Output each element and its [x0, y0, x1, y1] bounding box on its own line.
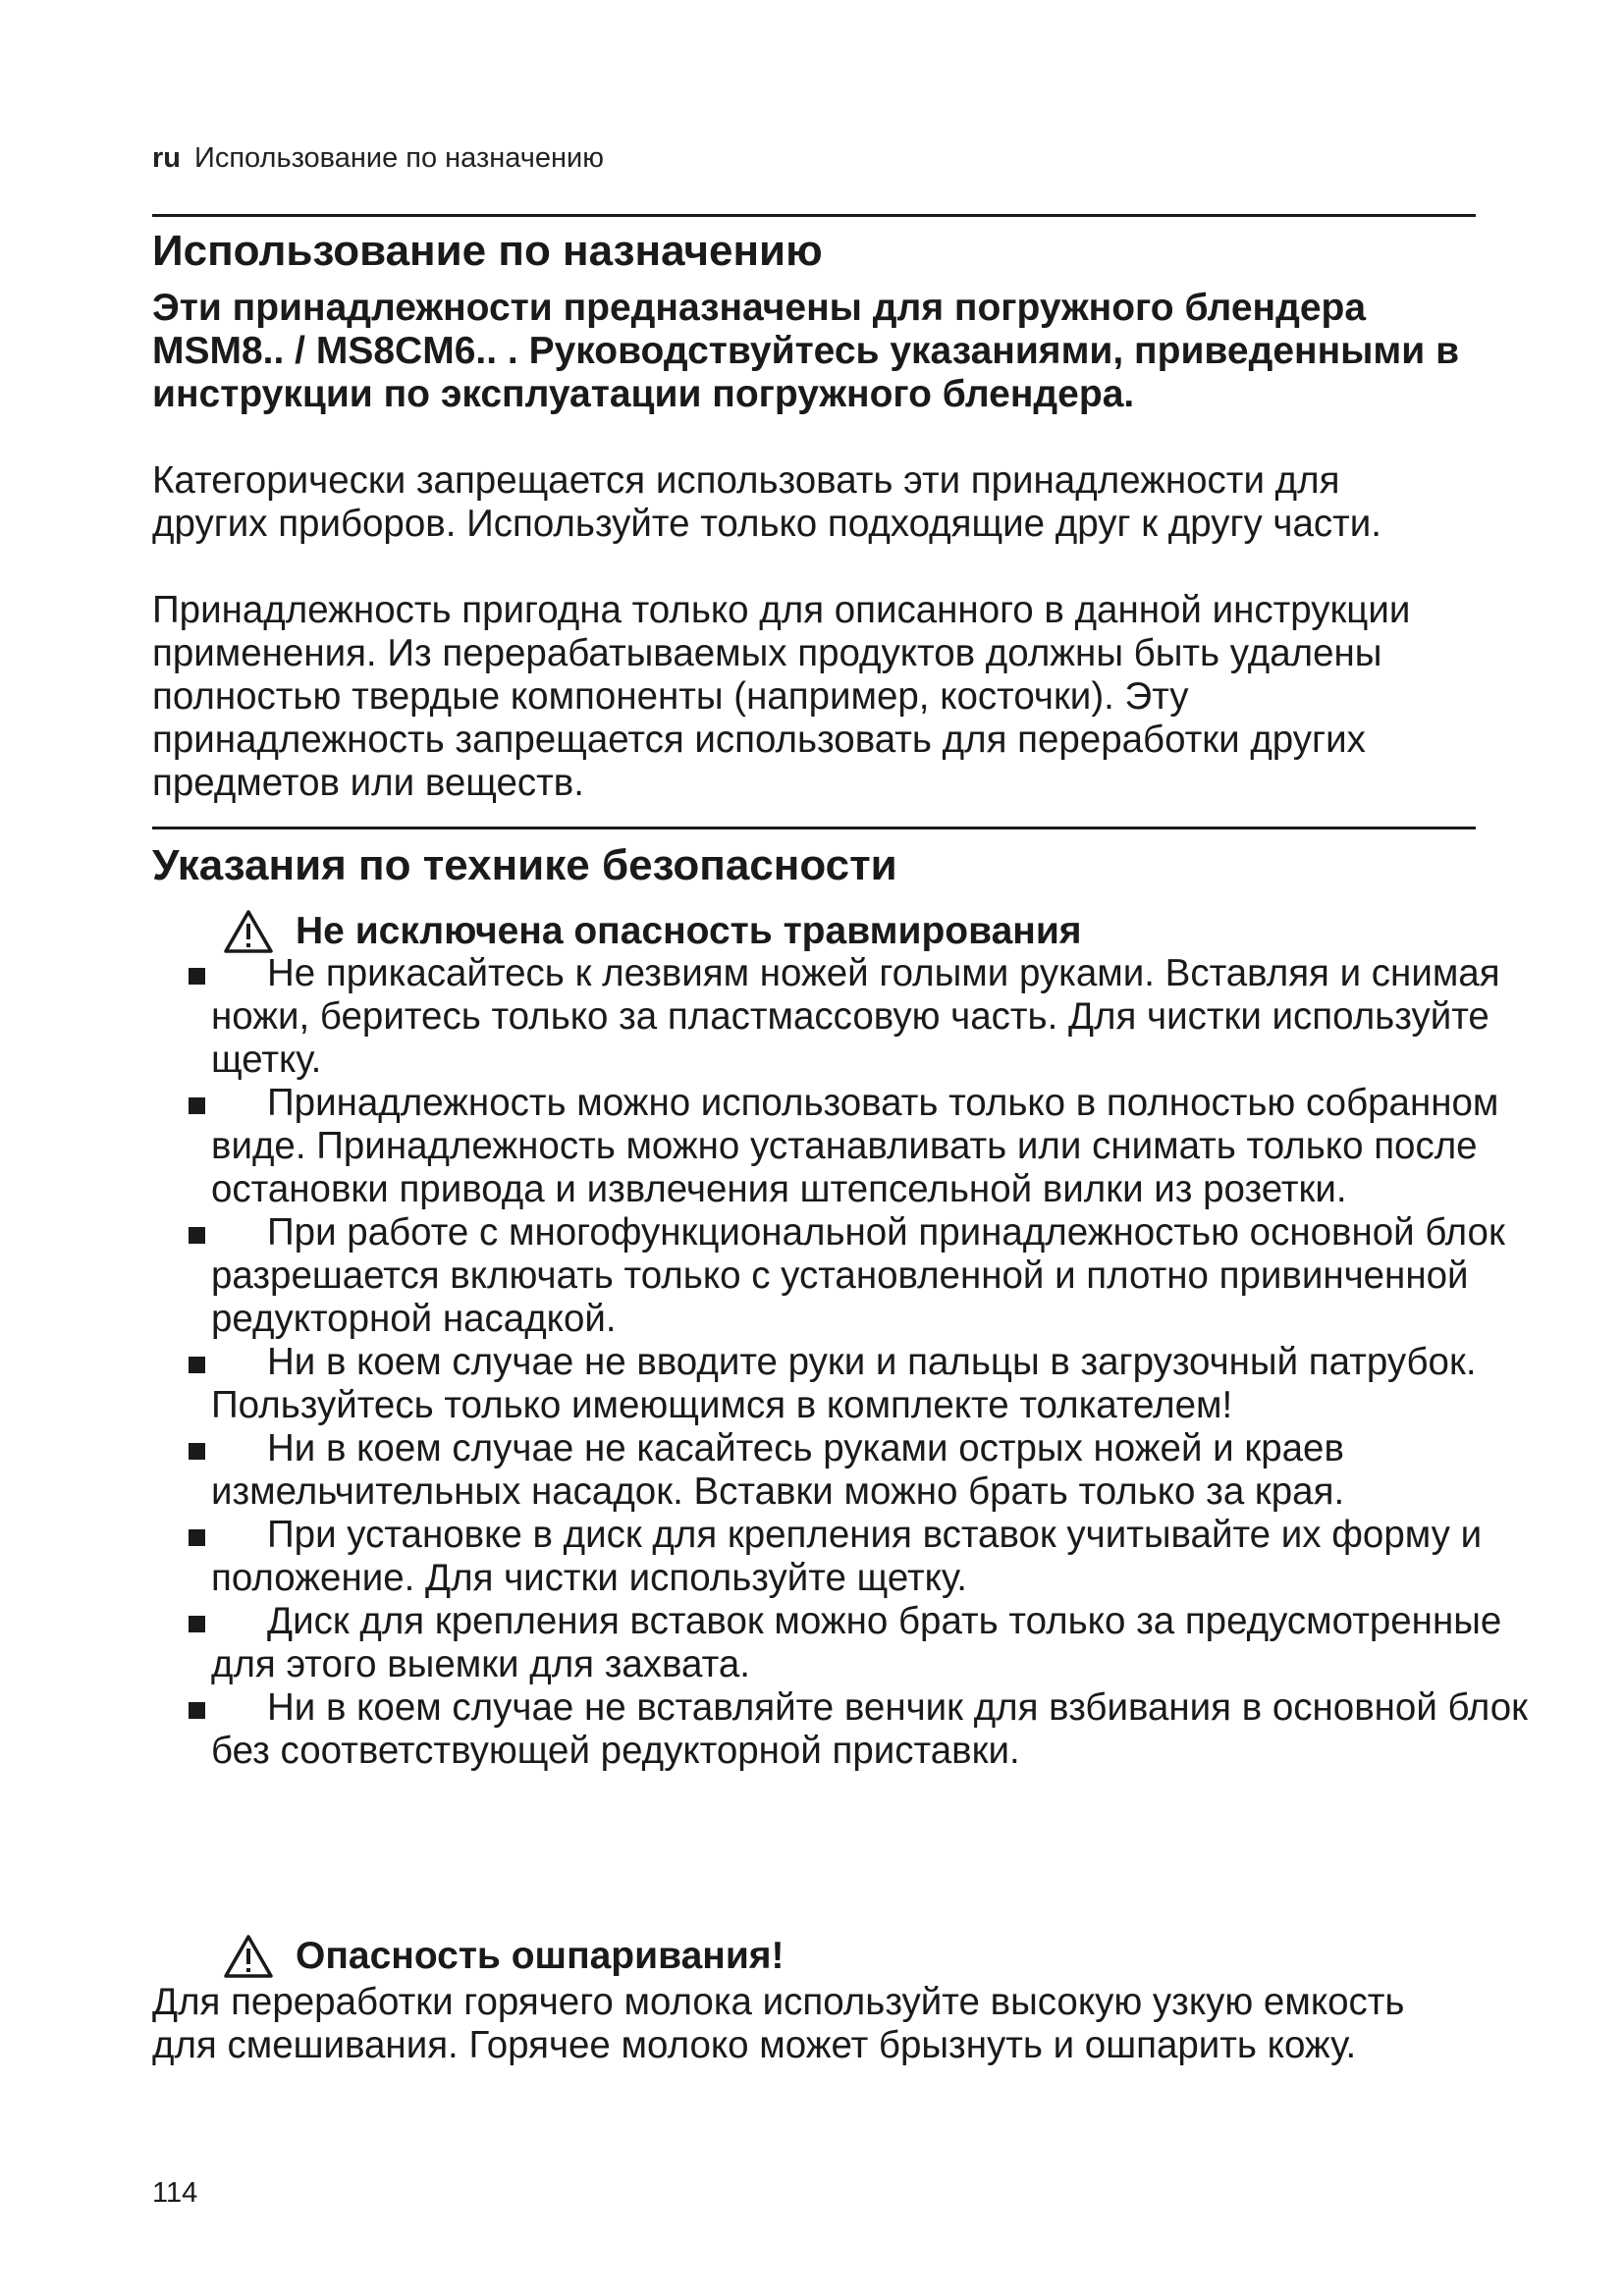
bullet-square-icon [189, 1443, 205, 1460]
bullet-square-icon [189, 1357, 205, 1373]
intended-use-lead: Эти принадлежности предназначены для погружного блендера MSM8.. / MS8CM6.. . Руководствуйтесь указаниями, приведенными в инструкции по эксплуатации погружного блендера. [152, 287, 1460, 415]
warning-triangle-icon [223, 909, 274, 954]
bullet-square-icon [189, 1702, 205, 1719]
intended-use-paragraph-1: Категорически запрещается использовать эти принадлежности для других приборов. Используйте только подходящие друг к другу части. [152, 459, 1381, 545]
running-header-title: Использование по назначению [194, 142, 604, 174]
warning-triangle-icon [223, 1934, 274, 1979]
list-item: Принадлежность можно использовать только в полностью собранном виде. Принадлежность можно устанавливать или снимать только после остановки привода и извлечения штепсельной вилки из розетки. [152, 1082, 1546, 1211]
list-item: Диск для крепления вставок можно брать только за предусмотренные для этого выемки для захвата. [152, 1600, 1546, 1686]
language-code: ru [152, 142, 181, 174]
safety-title: Указания по технике безопасности [152, 841, 897, 889]
scald-warning-heading [223, 1934, 785, 1979]
bullet-square-icon [189, 1227, 205, 1244]
injury-warning-text: Не исключена опасность травмирования [296, 910, 1082, 952]
intended-use-paragraph-2: Принадлежность пригодна только для описанного в данной инструкции применения. Из перерабатываемых продуктов должны быть удалены полностью твердые компоненты (например, косточки). Эту принадлежность запрещается использовать для переработки других предметов или веществ. [152, 589, 1411, 804]
safety-bullet-list [152, 952, 1546, 1773]
intended-use-title: Использование по назначению [152, 227, 823, 275]
bullet-square-icon [189, 968, 205, 985]
running-header [152, 141, 604, 175]
list-item: При работе с многофункциональной принадлежностью основной блок разрешается включать только с установленной и плотно привинченной редукторной насадкой. [152, 1211, 1546, 1341]
list-item: Ни в коем случае не касайтесь руками острых ножей и краев измельчительных насадок. Вставки можно брать только за края. [152, 1427, 1546, 1514]
scald-paragraph: Для переработки горячего молока используйте высокую узкую емкость для смешивания. Горячее молоко может брызнуть и ошпарить кожу. [152, 1981, 1405, 2066]
list-item: Ни в коем случае не вводите руки и пальцы в загрузочный патрубок. Пользуйтесь только имеющимся в комплекте толкателем! [152, 1341, 1546, 1427]
page-number: 114 [152, 2177, 198, 2209]
list-item: При установке в диск для крепления вставок учитывайте их форму и положение. Для чистки используйте щетку. [152, 1514, 1546, 1600]
section-divider-safety [152, 827, 1476, 829]
bullet-square-icon [189, 1616, 205, 1632]
bullet-square-icon [189, 1529, 205, 1546]
bullet-square-icon [189, 1097, 205, 1114]
injury-warning-heading [223, 909, 1082, 954]
list-item: Не прикасайтесь к лезвиям ножей голыми руками. Вставляя и снимая ножи, беритесь только за пластмассовую часть. Для чистки используйте щетку. [152, 952, 1546, 1082]
section-divider-top [152, 214, 1476, 217]
list-item: Ни в коем случае не вставляйте венчик для взбивания в основной блок без соответствующей редукторной приставки. [152, 1686, 1546, 1773]
scald-warning-text: Опасность ошпаривания! [296, 1935, 785, 1977]
